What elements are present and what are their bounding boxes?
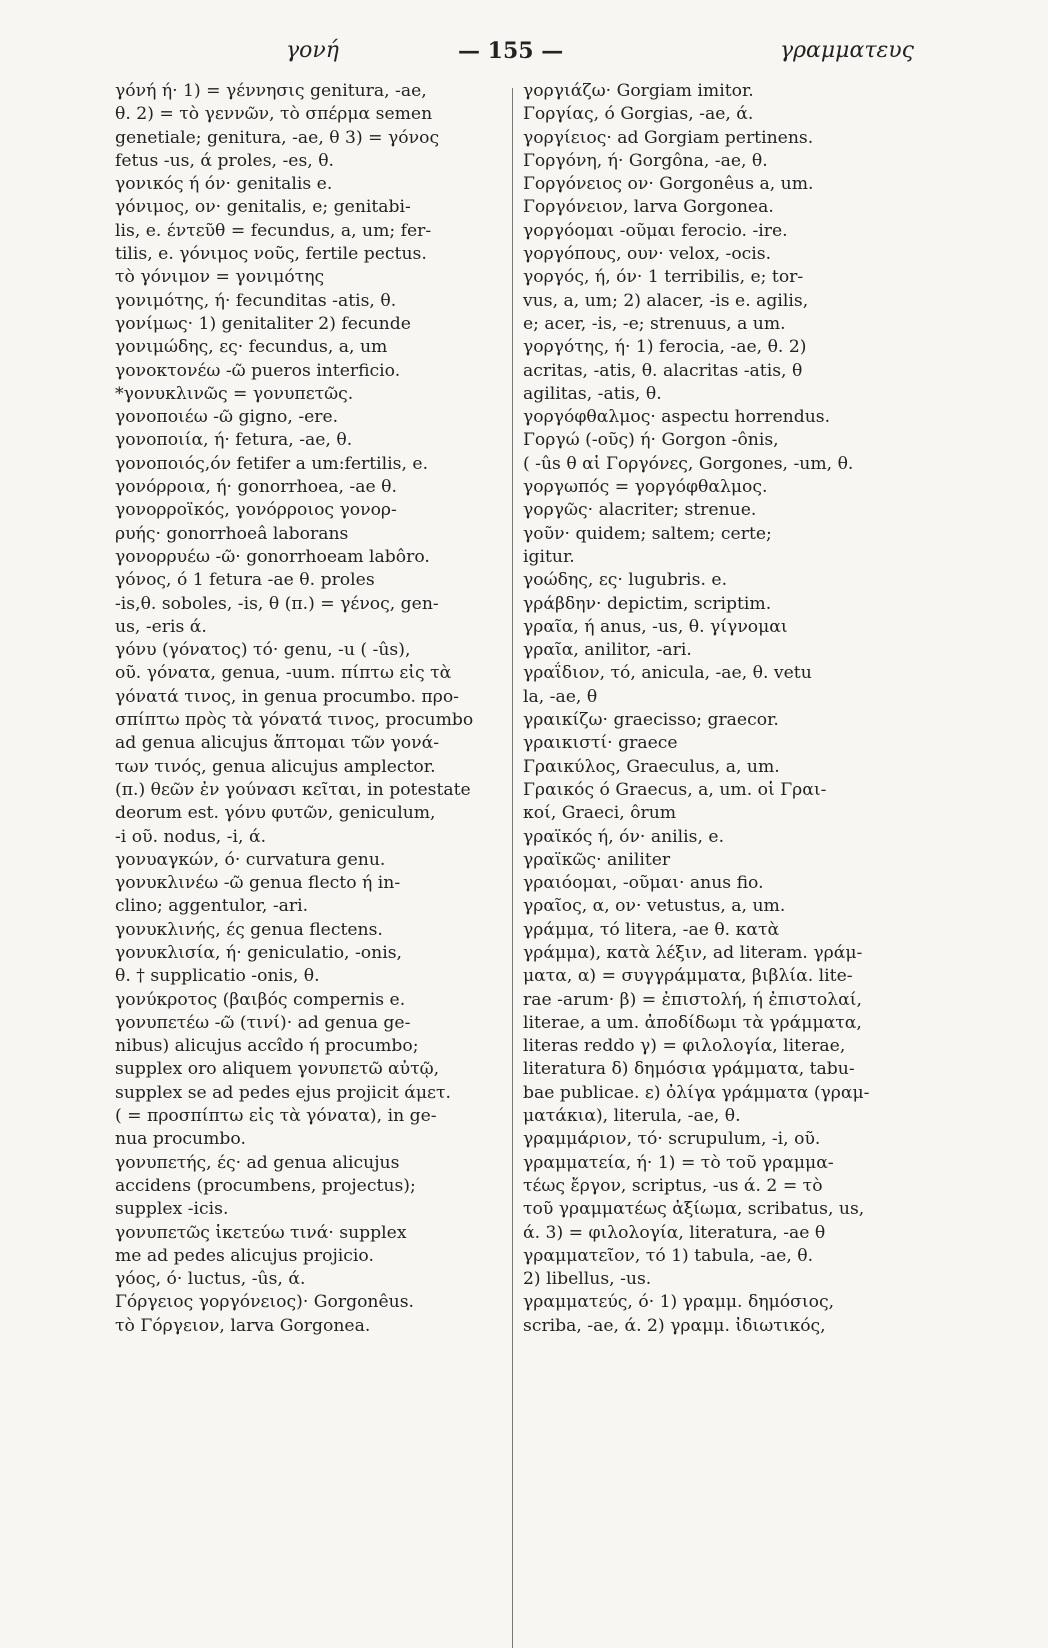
entry-line: γραικιστί· graece	[523, 733, 678, 754]
entry-line: γονυπετέω -ῶ (τινί)· ad genua ge-	[115, 1012, 411, 1033]
entry-line: vus, a, um; 2) alacer, -is e. agilis,	[523, 290, 809, 311]
entry-line: lis, e. έντεῦθ = fecundus, a, um; fer-	[115, 220, 432, 241]
entry-line: γονοποιία, ή· fetura, -ae, θ.	[115, 430, 353, 451]
entry-line: γραμματεύς, ό· 1) γραμμ. δημόσιος,	[523, 1292, 835, 1313]
entry-line: γοργόφθαλμος· aspectu horrendus.	[523, 407, 831, 428]
entry-line: tilis, e. γόνιμος νοῦς, fertile pectus.	[115, 244, 427, 265]
entry-line: γόος, ό· luctus, -ûs, ά.	[115, 1269, 306, 1290]
entry-line: γονοποιός,όν fetifer a um:fertilis, e.	[115, 453, 429, 474]
entry-line: γονιμότης, ή· fecunditas -atis, θ.	[115, 290, 397, 311]
entry-line: των τινός, genua alicujus amplector.	[115, 756, 436, 777]
entry-line: γραιόομαι, -οῦμαι· anus fio.	[523, 873, 764, 894]
entry-line: τοῦ γραμματέως ἀξίωμα, scribatus, us,	[523, 1199, 865, 1220]
header-right-word: γραμματευς	[779, 38, 914, 63]
entry-line: σπίπτω πρὸς τὰ γόνατά τινος, procumbo	[115, 710, 474, 731]
entry-line: -i οῦ. nodus, -i, ά.	[115, 826, 267, 847]
entry-line: γονορρυέω -ῶ· gonorrhoeam labôro.	[115, 546, 430, 567]
entry-line: literatura δ) δημόσια γράμματα, tabu-	[523, 1059, 855, 1080]
entry-line: e; acer, -is, -e; strenuus, a um.	[523, 313, 786, 334]
entry-line: γονυκλινής, ές genua flectens.	[115, 919, 383, 940]
entry-line: γράβδην· depictim, scriptim.	[523, 593, 772, 614]
entry-line: Γόργειος γοργόνειος)· Gorgonêus.	[115, 1292, 415, 1313]
entry-line: clino; aggentulor, -ari.	[115, 896, 309, 917]
entry-line: γονοκτονέω -ῶ pueros interficio.	[115, 360, 401, 381]
entry-line: scriba, -ae, ά. 2) γραμμ. ἰδιωτικός,	[523, 1315, 826, 1336]
entry-line: γόνος, ό 1 fetura -ae θ. proles	[115, 570, 375, 591]
entry-line: γόνατά τινος, in genua procumbo. προ-	[115, 686, 459, 707]
entry-line: γραῖα, anilitor, -ari.	[523, 640, 692, 661]
entry-line: nua procumbo.	[115, 1129, 246, 1150]
entry-line: γοῦν· quidem; saltem; certe;	[523, 523, 772, 544]
entry-line: θ. † supplicatio -onis, θ.	[115, 966, 320, 987]
entry-line: ματα, α) = συγγράμματα, βιβλία. lite-	[523, 966, 853, 987]
entry-line: accidens (procumbens, projectus);	[115, 1175, 416, 1196]
entry-line: (π.) θεῶν ἐν γούνασι κεῖται, in potestate	[115, 779, 471, 800]
left-column	[115, 80, 511, 1338]
entry-line: γράμμα, τό litera, -ae θ. κατὰ	[523, 919, 780, 940]
entry-line: γοργῶς· alacriter; strenue.	[523, 500, 757, 521]
entry-line: Γραικύλος, Graeculus, a, um.	[523, 756, 780, 777]
entry-line: γραϊκός ή, όν· anilis, e.	[523, 826, 725, 847]
entry-line: γονορροϊκός, γονόρροιος γονορ-	[115, 500, 397, 521]
entry-line: γονίμως· 1) genitaliter 2) fecunde	[115, 313, 411, 334]
page-header	[118, 38, 914, 74]
entry-line: γραμμάριον, τό· scrupulum, -i, οῦ.	[523, 1129, 821, 1150]
entry-line: *γονυκλινῶς = γονυπετῶς.	[115, 383, 354, 404]
entry-line: οῦ. γόνατα, genua, -uum. πίπτω εἰς τὰ	[115, 663, 452, 684]
entry-line: γονυπετής, ές· ad genua alicujus	[115, 1152, 400, 1173]
entry-line: γοώδης, ες· lugubris. e.	[523, 570, 728, 591]
entry-line: ad genua alicujus ἅπτομαι τῶν γονά-	[115, 733, 440, 754]
entry-line: la, -ae, θ	[523, 686, 598, 707]
right-column	[523, 80, 921, 1338]
entry-line: γραΐδιον, τό, anicula, -ae, θ. vetu	[523, 663, 812, 684]
entry-line: ά. 3) = φιλολογία, literatura, -ae θ	[523, 1222, 826, 1243]
entry-line: τὸ γόνιμον = γονιμότης	[115, 267, 325, 288]
entry-line: agilitas, -atis, θ.	[523, 383, 662, 404]
entry-line: γοργίειος· ad Gorgiam pertinens.	[523, 127, 814, 148]
entry-line: γονυπετῶς ἱκετεύω τινά· supplex	[115, 1222, 407, 1243]
entry-line: nibus) alicujus accîdo ή procumbo;	[115, 1036, 419, 1057]
entry-line: γοργός, ή, όν· 1 terribilis, e; tor-	[523, 267, 804, 288]
entry-line: -is,θ. soboles, -is, θ (π.) = γένος, gen-	[115, 593, 439, 614]
entry-line: γραῖα, ή anus, -us, θ. γίγνομαι	[523, 616, 788, 637]
entry-line: supplex -icis.	[115, 1199, 229, 1220]
entry-line: γονικός ή όν· genitalis e.	[115, 174, 333, 195]
entry-line: supplex oro aliquem γονυπετῶ αὐτῷ,	[115, 1059, 440, 1080]
entry-line: ( -ûs θ αἱ Γοργόνες, Gorgones, -um, θ.	[523, 453, 854, 474]
entry-line: rae -arum· β) = ἐπιστολή, ή ἐπιστολαί,	[523, 989, 862, 1010]
entry-line: γονόρροια, ή· gonorrhoea, -ae θ.	[115, 477, 397, 498]
entry-line: γοργότης, ή· 1) ferocia, -ae, θ. 2)	[523, 337, 807, 358]
entry-line: Γοργώ (-οῦς) ή· Gorgon -ônis,	[523, 430, 779, 451]
entry-line: igitur.	[523, 546, 575, 567]
entry-line: us, -eris ά.	[115, 616, 207, 637]
entry-line: γόνή ή· 1) = γέννησις genitura, -ae,	[115, 81, 427, 101]
entry-line: supplex se ad pedes ejus projicit άμετ.	[115, 1082, 451, 1103]
header-left-word: γονή	[286, 38, 339, 63]
entry-line: ματάκια), literula, -ae, θ.	[523, 1106, 741, 1127]
entry-line: γοργόομαι -οῦμαι ferocio. -ire.	[523, 220, 788, 241]
entry-line: literae, a um. ἀποδίδωμι τὰ γράμματα,	[523, 1012, 862, 1033]
entry-line: γραϊκῶς· aniliter	[523, 849, 671, 870]
column-divider	[512, 88, 513, 1648]
entry-line: Γοργόνειος ον· Gorgonêus a, um.	[523, 174, 814, 195]
entry-line: γραικίζω· graecisso; graecor.	[523, 710, 779, 731]
entry-line: γόνιμος, ον· genitalis, e; genitabi-	[115, 197, 411, 218]
entry-line: ρυής· gonorrhoeâ laborans	[115, 523, 349, 544]
entry-line: γονύκροτος (βαιβός compernis e.	[115, 989, 406, 1010]
entry-line: genetiale; genitura, -ae, θ 3) = γόνος	[115, 127, 440, 148]
entry-line: fetus -us, ά proles, -es, θ.	[115, 150, 335, 171]
entry-line: Γραικός ό Graecus, a, um. οἱ Γραι-	[523, 779, 827, 800]
entry-line: γόνυ (γόνατος) τό· genu, -u ( -ûs),	[115, 640, 411, 661]
entry-line: deorum est. γόνυ φυτῶν, geniculum,	[115, 803, 436, 824]
entry-line: γονυκλισία, ή· geniculatio, -onis,	[115, 942, 402, 963]
entry-line: γοργωπός = γοργόφθαλμος.	[523, 477, 768, 498]
entry-line: γονυαγκών, ό· curvatura genu.	[115, 849, 386, 870]
entry-line: γοργόπους, ουν· velox, -ocis.	[523, 244, 772, 265]
entry-line: bae publicae. ε) ὀλίγα γράμματα (γραμ-	[523, 1082, 870, 1103]
entry-line: γοργιάζω· Gorgiam imitor.	[523, 81, 754, 101]
entry-line: me ad pedes alicujus projicio.	[115, 1245, 374, 1266]
entry-line: τέως ἔργον, scriptus, -us ά. 2 = τὸ	[523, 1175, 823, 1196]
entry-line: γραῖος, α, ον· vetustus, a, um.	[523, 896, 786, 917]
entry-line: γραμματεῖον, τό 1) tabula, -ae, θ.	[523, 1245, 814, 1266]
entry-line: 2) libellus, -us.	[523, 1269, 652, 1290]
entry-line: γονυκλινέω -ῶ genua flecto ή in-	[115, 873, 401, 894]
page-number: — 155 —	[458, 38, 564, 64]
entry-line: κοί, Graeci, ôrum	[523, 803, 677, 824]
entry-line: γράμμα), κατὰ λέξιν, ad literam. γράμ-	[523, 942, 863, 963]
entry-line: Γοργίας, ό Gorgias, -ae, ά.	[523, 104, 754, 125]
entry-line: Γοργόνη, ή· Gorgôna, -ae, θ.	[523, 150, 768, 171]
entry-line: γραμματεία, ή· 1) = τὸ τοῦ γραμμα-	[523, 1152, 834, 1173]
entry-line: literas reddo γ) = φιλολογία, literae,	[523, 1036, 846, 1057]
entry-line: acritas, -atis, θ. alacritas -atis, θ	[523, 360, 803, 381]
entry-line: γονοποιέω -ῶ gigno, -ere.	[115, 407, 339, 428]
entry-line: ( = προσπίπτω εἰς τὰ γόνατα), in ge-	[115, 1106, 437, 1127]
entry-line: θ. 2) = τὸ γεννῶν, τὸ σπέρμα semen	[115, 104, 433, 125]
entry-line: Γοργόνειον, larva Gorgonea.	[523, 197, 774, 218]
entry-line: γονιμώδης, ες· fecundus, a, um	[115, 337, 388, 358]
entry-line: τὸ Γόργειον, larva Gorgonea.	[115, 1315, 371, 1336]
